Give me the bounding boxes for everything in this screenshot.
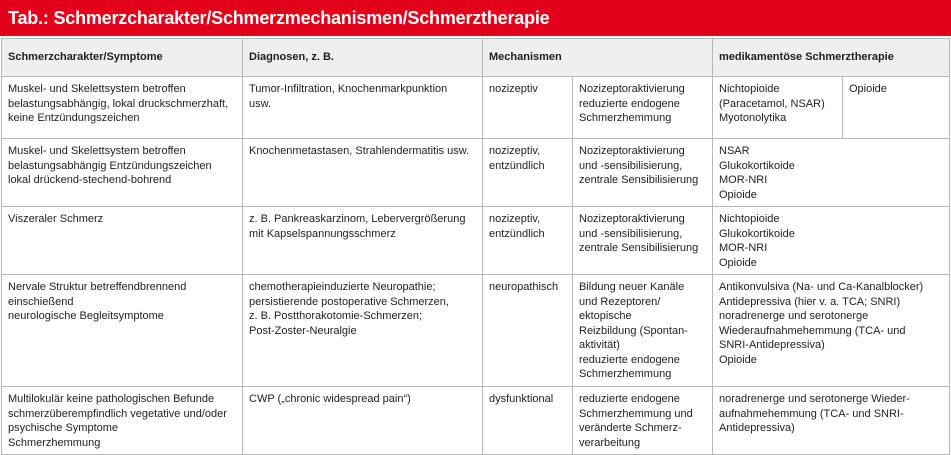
header-symptome: Schmerzcharakter/Symptome <box>2 39 243 77</box>
cell-line: Post-Zoster-Neuralgie <box>249 324 357 337</box>
cell-line: Schmerzhemmung <box>8 436 101 449</box>
cell-therapie-opioide <box>843 77 950 139</box>
cell-line: aktivität) <box>579 339 620 351</box>
cell-line: Opioide <box>719 256 757 269</box>
cell-therapie <box>713 207 950 275</box>
cell-line: aufnahmehemmung (TCA- und SNRI- <box>719 407 904 420</box>
cell-line: reduzierte endogene <box>579 393 680 405</box>
cell-therapie <box>713 77 843 139</box>
cell-line: entzündlich <box>489 159 545 172</box>
cell-line: Nervale Struktur betreffendbrennend <box>8 281 187 293</box>
cell-diagnosen <box>243 207 483 275</box>
cell-line: einschießend <box>8 295 74 308</box>
cell-line: Opioide <box>719 353 757 366</box>
cell-line: Nozizeptoraktivierung <box>579 83 685 95</box>
cell-line: Viszeraler Schmerz <box>8 213 104 225</box>
cell-line: nozizeptiv, <box>489 213 541 225</box>
cell-line: Glukokortikoide <box>719 227 795 240</box>
cell-line: z. B. Pankreaskarzinom, Lebervergrößerung <box>249 213 466 225</box>
cell-line: CWP („chronic widespread pain“) <box>249 393 411 405</box>
cell-line: ektopische <box>579 310 632 322</box>
cell-diagnosen <box>243 275 483 387</box>
cell-line: (Paracetamol, NSAR) <box>719 97 825 110</box>
cell-symptome <box>2 207 243 275</box>
header-diagnosen: Diagnosen, z. B. <box>243 39 483 77</box>
cell-therapie <box>713 139 950 207</box>
table-row <box>2 207 950 275</box>
cell-line: Reizbildung (Spontan- <box>579 324 688 337</box>
table-row <box>2 139 950 207</box>
cell-line: z. B. Postthorakotomie-Schmerzen; <box>249 310 423 322</box>
cell-line: chemotherapieinduzierte Neuropathie; <box>249 281 436 293</box>
cell-mechanismus-typ <box>483 387 573 455</box>
cell-line: Nichtopioide <box>719 213 780 225</box>
cell-line: noradrenerge und serotonerge <box>719 310 869 322</box>
cell-diagnosen <box>243 387 483 455</box>
cell-line: schmerzüberempfindlich vegetative und/oder <box>8 407 227 420</box>
cell-line: belastungsabhängig, lokal druckschmerzhaft, <box>8 97 229 110</box>
cell-symptome <box>2 387 243 455</box>
cell-line: nozizeptiv <box>489 83 538 95</box>
cell-line: dysfunktional <box>489 393 554 405</box>
cell-line: veränderte Schmerz- <box>579 422 682 434</box>
cell-line: und -sensibilisierung, <box>579 227 683 240</box>
cell-line: SNRI-Antidepressiva) <box>719 339 825 351</box>
cell-therapie <box>713 275 950 387</box>
cell-line: Schmerzhemmung <box>579 112 672 124</box>
cell-mechanismus-detail <box>573 207 713 275</box>
cell-line: usw. <box>249 97 272 110</box>
table-row <box>2 275 950 387</box>
cell-mechanismus-detail <box>573 275 713 387</box>
cell-line: noradrenerge und serotonerge Wieder- <box>719 393 910 405</box>
cell-line: Knochenmetastasen, Strahlendermatitis usw. <box>249 145 470 157</box>
cell-line: neurologische Begleitsymptome <box>8 310 164 322</box>
header-mechanismen: Mechanismen <box>483 39 713 77</box>
cell-line: nozizeptiv, <box>489 145 541 157</box>
cell-line: neuropathisch <box>489 281 559 293</box>
cell-line: Glukokortikoide <box>719 159 795 172</box>
cell-mechanismus-typ <box>483 207 573 275</box>
cell-line: Nichtopioide <box>719 83 780 95</box>
cell-mechanismus-detail <box>573 387 713 455</box>
cell-line: lokal drückend-stechend-bohrend <box>8 174 172 186</box>
cell-diagnosen <box>243 77 483 139</box>
cell-mechanismus-typ <box>483 139 573 207</box>
table-row <box>2 387 950 455</box>
cell-line: zentrale Sensibilisierung <box>579 242 699 254</box>
cell-diagnosen <box>243 139 483 207</box>
cell-line: Multilokulär keine pathologischen Befunde <box>8 393 215 405</box>
cell-therapie <box>713 387 950 455</box>
cell-line: keine Entzündungszeichen <box>8 112 140 124</box>
cell-line: verarbeitung <box>579 436 641 449</box>
cell-line: reduzierte endogene <box>579 353 680 366</box>
cell-line: belastungsabhängig Entzündungszeichen <box>8 159 212 172</box>
cell-line: Muskel- und Skelettsystem betroffen <box>8 145 186 157</box>
cell-line: und Rezeptoren/ <box>579 295 661 308</box>
table-row <box>2 77 950 139</box>
header-therapie: medikamentöse Schmerztherapie <box>713 39 950 77</box>
cell-mechanismus-detail <box>573 139 713 207</box>
cell-mechanismus-typ <box>483 77 573 139</box>
cell-line: MOR-NRI <box>719 174 768 186</box>
cell-line: und -sensibilisierung, <box>579 159 683 172</box>
cell-line: Opioide <box>719 188 757 201</box>
cell-line: Antikonvulsiva (Na- und Ca-Kanalblocker) <box>719 281 924 293</box>
cell-line: persistierende postoperative Schmerzen, <box>249 295 449 308</box>
pain-table <box>1 38 950 455</box>
cell-symptome <box>2 139 243 207</box>
cell-mechanismus-typ <box>483 275 573 387</box>
cell-line: Wiederaufnahmehemmung (TCA- und <box>719 324 906 337</box>
cell-line: Antidepressiva) <box>719 422 795 434</box>
cell-line: Muskel- und Skelettsystem betroffen <box>8 83 186 95</box>
cell-line: Myotonolytika <box>719 112 787 124</box>
cell-line: psychische Symptome <box>8 422 119 434</box>
cell-line: mit Kapselspannungsschmerz <box>249 227 396 240</box>
cell-symptome <box>2 275 243 387</box>
cell-line: entzündlich <box>489 227 545 240</box>
cell-mechanismus-detail <box>573 77 713 139</box>
cell-line: Tumor-Infiltration, Knochenmarkpunktion <box>249 83 448 95</box>
cell-line: Schmerzhemmung und <box>579 407 693 420</box>
cell-line: Bildung neuer Kanäle <box>579 281 685 293</box>
header-row <box>2 39 950 77</box>
cell-line: Opioide <box>849 83 887 95</box>
cell-line: Nozizeptoraktivierung <box>579 213 685 225</box>
cell-line: NSAR <box>719 145 750 157</box>
cell-symptome <box>2 77 243 139</box>
cell-line: Antidepressiva (hier v. a. TCA; SNRI) <box>719 295 901 308</box>
cell-line: MOR-NRI <box>719 242 768 254</box>
cell-line: Nozizeptoraktivierung <box>579 145 685 157</box>
cell-line: zentrale Sensibilisierung <box>579 174 699 186</box>
cell-line: Schmerzhemmung <box>579 368 672 380</box>
table-title: Tab.: Schmerzcharakter/Schmerzmechanismen/Schmerztherapie <box>0 0 951 36</box>
cell-line: reduzierte endogene <box>579 97 680 110</box>
